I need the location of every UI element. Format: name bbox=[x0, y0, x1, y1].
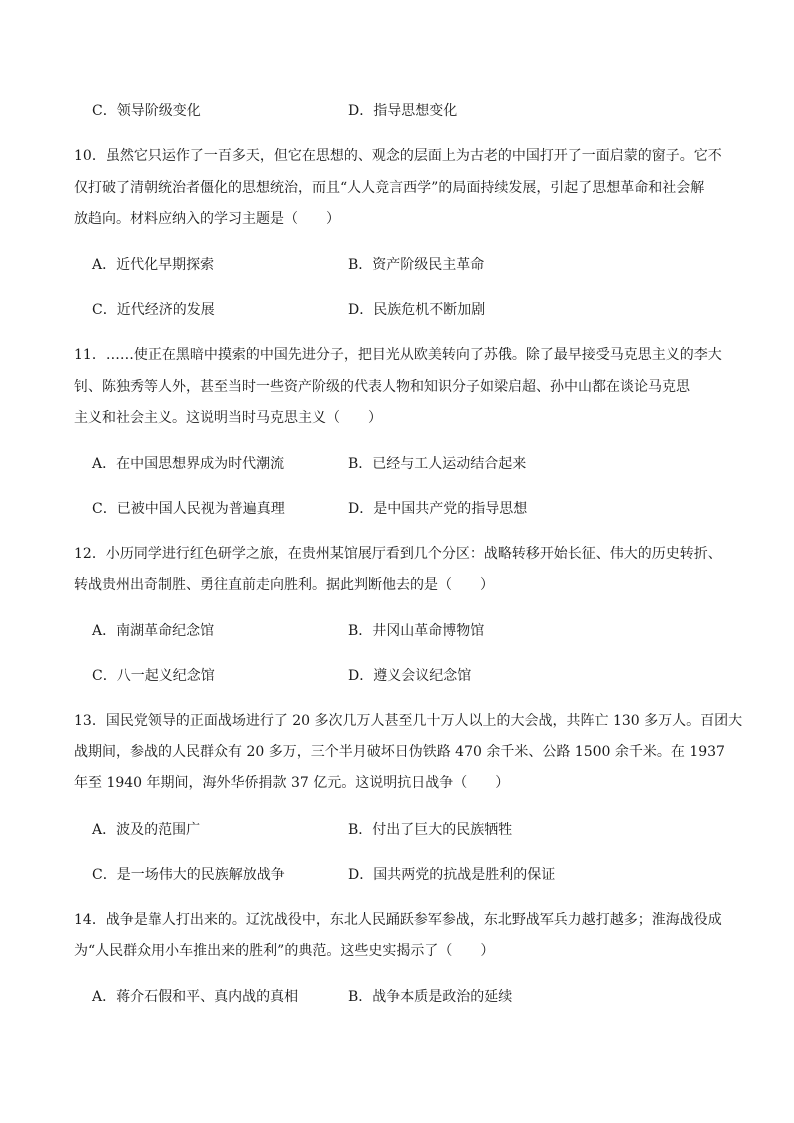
q9-option-d: D．指导思想变化 bbox=[348, 103, 458, 119]
q14-stem-line-1: 14．战争是靠人打出来的。辽沈战役中，东北人民踊跃参军参战，东北野战军兵力越打越多；淮海战役成 bbox=[74, 912, 722, 928]
q10-option-c: C．近代经济的发展 bbox=[92, 302, 215, 318]
q14-option-a: A．蒋介石假和平、真内战的真相 bbox=[92, 989, 299, 1005]
q10-stem-line-2: 仅打破了清朝统治者僵化的思想统治，而且“人人竞言西学”的局面持续发展，引起了思想革命和社会解 bbox=[74, 180, 705, 196]
q13-option-a: A．波及的范围广 bbox=[92, 822, 201, 838]
q9-option-c: C．领导阶级变化 bbox=[92, 103, 201, 119]
q10-option-b: B．资产阶级民主革命 bbox=[348, 257, 485, 273]
q11-option-a: A．在中国思想界成为时代潮流 bbox=[92, 456, 285, 472]
q11-stem-line-3: 主义和社会主义。这说明当时马克思主义（ ） bbox=[74, 410, 382, 426]
q10-stem-line-3: 放趋向。材料应纳入的学习主题是（ ） bbox=[74, 211, 340, 227]
q13-option-c: C．是一场伟大的民族解放战争 bbox=[92, 867, 285, 883]
q11-option-c: C．已被中国人民视为普遍真理 bbox=[92, 501, 285, 517]
q12-option-d: D．遵义会议纪念馆 bbox=[348, 668, 472, 684]
q11-stem-line-1: 11．……使正在黑暗中摸索的中国先进分子，把目光从欧美转向了苏俄。除了最早接受马克思主义的李大 bbox=[74, 347, 722, 363]
q12-option-a: A．南湖革命纪念馆 bbox=[92, 623, 215, 639]
q13-stem-line-1: 13．国民党领导的正面战场进行了 20 多次几万人甚至几十万人以上的大会战，共阵亡 130 多万人。百团大 bbox=[74, 713, 743, 729]
q12-stem-line-2: 转战贵州出奇制胜、勇往直前走向胜利。据此判断他去的是（ ） bbox=[74, 577, 494, 593]
q12-stem-line-1: 12．小历同学进行红色研学之旅，在贵州某馆展厅看到几个分区：战略转移开始长征、伟大的历史转折、 bbox=[74, 546, 722, 562]
q10-option-d: D．民族危机不断加剧 bbox=[348, 302, 486, 318]
q13-option-d: D．国共两党的抗战是胜利的保证 bbox=[348, 867, 556, 883]
q13-stem-line-2: 战期间，参战的人民群众有 20 多万，三个半月破坏日伪铁路 470 余千米、公路 1500 余千米。在 1937 bbox=[74, 744, 725, 760]
q12-option-c: C．八一起义纪念馆 bbox=[92, 668, 215, 684]
q10-option-a: A．近代化早期探索 bbox=[92, 257, 215, 273]
q14-option-b: B．战争本质是政治的延续 bbox=[348, 989, 513, 1005]
q11-option-b: B．已经与工人运动结合起来 bbox=[348, 456, 527, 472]
q11-option-d: D．是中国共产党的指导思想 bbox=[348, 501, 528, 517]
q13-option-b: B．付出了巨大的民族牺牲 bbox=[348, 822, 513, 838]
q13-stem-line-3: 年至 1940 年期间，海外华侨捐款 37 亿元。这说明抗日战争（ ） bbox=[74, 775, 510, 791]
q14-stem-line-2: 为“人民群众用小车推出来的胜利”的典范。这些史实揭示了（ ） bbox=[74, 943, 495, 959]
q10-stem-line-1: 10．虽然它只运作了一百多天，但它在思想的、观念的层面上为古老的中国打开了一面启蒙的窗子。它不 bbox=[74, 148, 722, 164]
q12-option-b: B．井冈山革命博物馆 bbox=[348, 623, 485, 639]
q11-stem-line-2: 钊、陈独秀等人外，甚至当时一些资产阶级的代表人物和知识分子如梁启超、孙中山都在谈论马克思 bbox=[74, 379, 690, 395]
